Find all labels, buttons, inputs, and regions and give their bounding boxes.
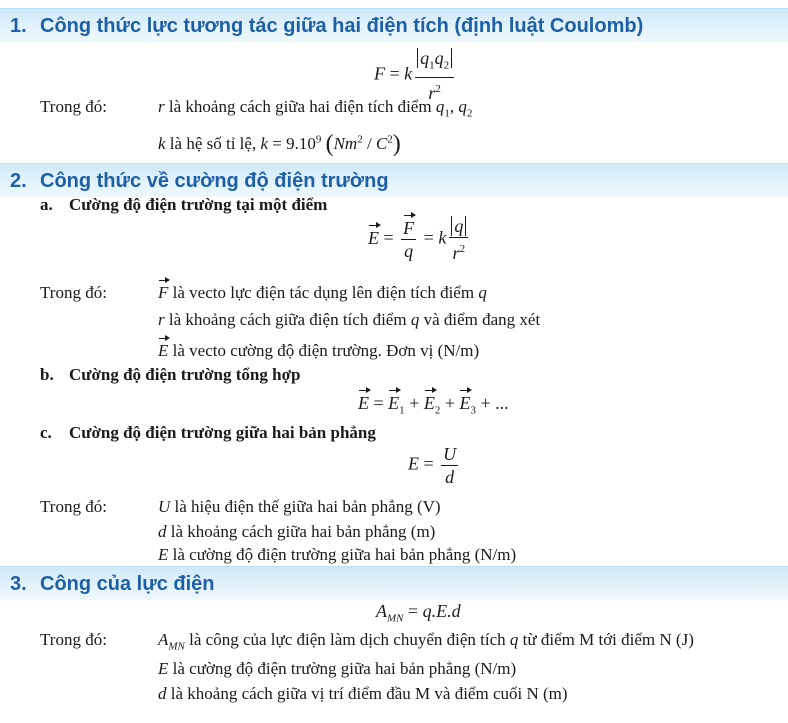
section-3-E-line: E là cường độ điện trường giữa hai bản phẳng (N/m) bbox=[158, 659, 517, 678]
section-2-title: Công thức về cường độ điện trường bbox=[40, 170, 389, 192]
section-1-title: Công thức lực tương tác giữa hai điện tích (định luật Coulomb) bbox=[40, 15, 644, 37]
section-1-where-label: Trong đó: bbox=[40, 97, 107, 116]
section-2a-F-line: F là vecto lực điện tác dụng lên điện tích điểm q bbox=[158, 283, 487, 302]
field-point-formula: E = $\frac{F}{q}$ = k $\frac{q}{r^2}$ bbox=[368, 216, 471, 263]
section-2a-where-label: Trong đó: bbox=[40, 283, 107, 302]
subsection-a-heading bbox=[40, 195, 327, 215]
section-2a-E-desc: là vecto cường độ điện trường. Đơn vị (N/m) bbox=[172, 341, 480, 360]
field-plates-formula: E = $\frac{U}{d}$ bbox=[408, 444, 457, 487]
section-2c-E-desc: là cường độ điện trường giữa hai bản phẳng (N/m) bbox=[172, 545, 517, 564]
section-3-title: Công của lực điện bbox=[40, 573, 215, 595]
section-2c-d-line: d là khoảng cách giữa hai bản phẳng (m) bbox=[158, 522, 436, 541]
section-3-where-label: Trong đó: bbox=[40, 630, 107, 649]
subsection-b-label: b. bbox=[40, 365, 54, 384]
section-1-number: 1. bbox=[10, 15, 27, 37]
section-2a-r-desc2: và điểm đang xét bbox=[423, 310, 541, 329]
section-1-k-line: k là hệ số tỉ lệ, $k = 9.10^9$ $(Nm^2 / C^2)$ bbox=[158, 131, 401, 157]
section-2a-r-desc: là khoảng cách giữa điện tích điểm bbox=[168, 310, 407, 329]
section-2-header bbox=[0, 163, 788, 197]
subsection-b-heading bbox=[40, 365, 300, 385]
subsection-c-label: c. bbox=[40, 423, 52, 442]
subsection-c-title: Cường độ điện trường giữa hai bản phẳng bbox=[69, 423, 376, 442]
section-3-A-desc: là công của lực điện làm dịch chuyển điện tích bbox=[189, 630, 506, 649]
section-3-d-desc: là khoảng cách giữa vị trí điểm đầu M và điểm cuối N (m) bbox=[170, 684, 568, 703]
section-3-A-line: $A_{MN}$ là công của lực điện làm dịch chuyển điện tích q từ điểm M tới điểm N (J) bbox=[158, 630, 694, 653]
section-2a-E-line: E là vecto cường độ điện trường. Đơn vị (N/m) bbox=[158, 341, 480, 360]
subsection-b-title: Cường độ điện trường tổng hợp bbox=[69, 365, 301, 384]
section-2c-where-label: Trong đó: bbox=[40, 497, 107, 516]
section-3-d-line: d là khoảng cách giữa vị trí điểm đầu M và điểm cuối N (m) bbox=[158, 684, 568, 703]
section-1-k-desc: là hệ số tỉ lệ, bbox=[169, 134, 257, 153]
section-3-number: 3. bbox=[10, 573, 27, 595]
section-2a-F-desc: là vecto lực điện tác dụng lên điện tích điểm bbox=[172, 283, 475, 302]
field-sum-formula: $E = E_1 + E_2 + E_3$ + ... bbox=[358, 393, 509, 417]
work-formula: $A_{MN} = q.E.d$ bbox=[376, 601, 461, 625]
section-1-r-desc: là khoảng cách giữa hai điện tích điểm bbox=[168, 97, 432, 116]
section-3-header bbox=[0, 566, 788, 600]
section-3-A-desc2: từ điểm M tới điểm N (J) bbox=[522, 630, 694, 649]
section-1-header bbox=[0, 8, 788, 42]
section-2c-U-line: U là hiệu điện thế giữa hai bản phẳng (V) bbox=[158, 497, 441, 516]
section-2c-d-desc: là khoảng cách giữa hai bản phẳng (m) bbox=[170, 522, 436, 541]
subsection-c-heading bbox=[40, 423, 376, 443]
subsection-a-label: a. bbox=[40, 195, 53, 214]
section-2c-U-desc: là hiệu điện thế giữa hai bản phẳng (V) bbox=[174, 497, 441, 516]
subsection-a-title: Cường độ điện trường tại một điểm bbox=[69, 195, 328, 214]
section-2c-E-line: E là cường độ điện trường giữa hai bản phẳng (N/m) bbox=[158, 545, 517, 564]
section-3-E-desc: là cường độ điện trường giữa hai bản phẳng (N/m) bbox=[172, 659, 517, 678]
section-1-r-line: r là khoảng cách giữa hai điện tích điểm $q_1$, $q_2$ bbox=[158, 97, 473, 120]
coulomb-formula: F = k $\frac{q_1q_2}{r^2}$ bbox=[374, 48, 457, 103]
section-2-number: 2. bbox=[10, 170, 27, 192]
section-2a-r-line: r là khoảng cách giữa điện tích điểm q và điểm đang xét bbox=[158, 310, 541, 329]
